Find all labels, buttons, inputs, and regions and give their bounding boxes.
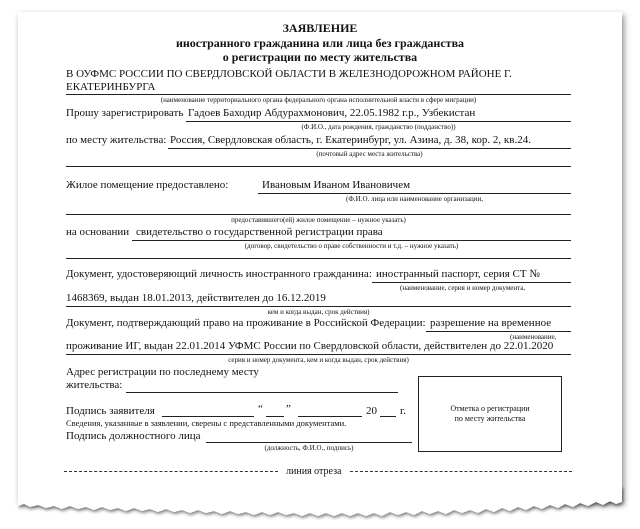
identity-doc-underline-2 [66, 306, 571, 307]
date-quote-open: “ [258, 403, 263, 415]
residence-doc-value-2: проживание ИГ, выдан 22.01.2014 УФМС России по Свердловской области, действителен до 22.01.2020 [66, 340, 554, 352]
housing-hint-1: (Ф.И.О. лица или наименование организации, [346, 195, 483, 203]
signature-line [162, 416, 254, 417]
form-title: ЗАЯВЛЕНИЕ [282, 21, 358, 35]
residence-doc-label: Документ, подтверждающий право на проживание в Российской Федерации: [66, 317, 426, 329]
addressee-underline [66, 94, 571, 95]
basis-underline [132, 240, 571, 241]
signature-label: Подпись заявителя [66, 405, 155, 417]
identity-doc-value-2: 1468369, выдан 18.01.2013, действителен до 16.12.2019 [66, 292, 326, 304]
date-year-line [380, 416, 396, 417]
date-day-line [266, 416, 284, 417]
residence-doc-value-1: разрешение на временное [430, 317, 552, 329]
blank-line [66, 166, 571, 167]
form-subtitle-2: о регистрации по месту жительства [222, 50, 418, 64]
date-year-prefix: 20 [366, 405, 377, 417]
previous-address-underline [126, 392, 398, 393]
applicant-value: Гадоев Баходир Абдурахмонович, 22.05.1982 г.р., Узбекистан [188, 107, 476, 119]
residence-hint: (почтовый адрес места жительства) [316, 150, 423, 158]
addressee-hint: (наименование территориального органа федерального органа исполнительной власти в сфере миграции) [160, 96, 477, 104]
identity-doc-hint-1: (наименование, серия и номер документа, [400, 284, 526, 292]
basis-hint: (договор, свидетельство о праве собственности и т.д. – нужное указать) [244, 242, 459, 250]
date-year-suffix: г. [400, 405, 407, 417]
residence-doc-hint-2: серия и номер документа, кем и когда выдан, срок действия) [228, 356, 409, 364]
identity-doc-value-1: иностранный паспорт, серия СТ № [376, 268, 540, 280]
identity-doc-hint-2: кем и когда выдан, срок действия) [267, 308, 370, 316]
form-subtitle-1: иностранного гражданина или лица без гражданства [175, 36, 465, 50]
verified-note: Сведения, указанные в заявлении, сверены с представленными документами. [66, 418, 347, 428]
identity-doc-label: Документ, удостоверяющий личность иностранного гражданина: [66, 268, 372, 280]
residence-value: Россия, Свердловская область, г. Екатеринбург, ул. Азина, д. 38, кор. 2, кв.24. [170, 134, 531, 146]
previous-address-label-1: Адрес регистрации по последнему месту [66, 366, 259, 378]
housing-label: Жилое помещение предоставлено: [66, 179, 229, 191]
cut-line-label: линия отреза [286, 466, 342, 477]
date-quote-close: ” [286, 403, 291, 415]
official-signature-label: Подпись должностного лица [66, 430, 201, 442]
cut-line-right [350, 471, 572, 472]
identity-doc-underline-1 [372, 282, 571, 283]
date-month-line [298, 416, 362, 417]
addressee-line-2: ЕКАТЕРИНБУРГА [66, 81, 156, 93]
torn-paper-edge [18, 486, 628, 520]
previous-address-label-2: жительства: [66, 379, 123, 391]
official-signature-line [206, 442, 412, 443]
cut-line-left [64, 471, 278, 472]
official-signature-hint: (должность, Ф.И.О., подпись) [264, 444, 354, 452]
stamp-box-line-2: по месту жительства [454, 414, 526, 423]
residence-label: по месту жительства: [66, 134, 167, 146]
residence-underline [168, 148, 571, 149]
housing-underline [258, 193, 571, 194]
applicant-label: Прошу зарегистрировать [66, 107, 184, 119]
applicant-hint: (Ф.И.О., дата рождения, гражданство (подданство)) [301, 123, 456, 131]
housing-underline-2 [66, 214, 571, 215]
residence-doc-hint-1: (наименование, [510, 333, 557, 341]
blank-line-2 [66, 258, 571, 259]
stamp-box-line-1: Отметка о регистрации [450, 404, 530, 413]
applicant-underline [186, 121, 571, 122]
housing-value: Ивановым Иваном Ивановичем [262, 179, 411, 191]
addressee-line-1: В ОУФМС РОССИИ ПО СВЕРДЛОВСКОЙ ОБЛАСТИ В ЖЕЛЕЗНОДОРОЖНОМ РАЙОНЕ Г. [66, 68, 512, 80]
residence-doc-underline-2 [66, 354, 571, 355]
basis-value: свидетельство о государственной регистрации права [136, 226, 383, 238]
basis-label: на основании [66, 226, 130, 238]
residence-doc-underline-1 [426, 331, 571, 332]
housing-hint-2: предоставившего(ей) жилое помещение – нужное указать) [231, 216, 406, 224]
